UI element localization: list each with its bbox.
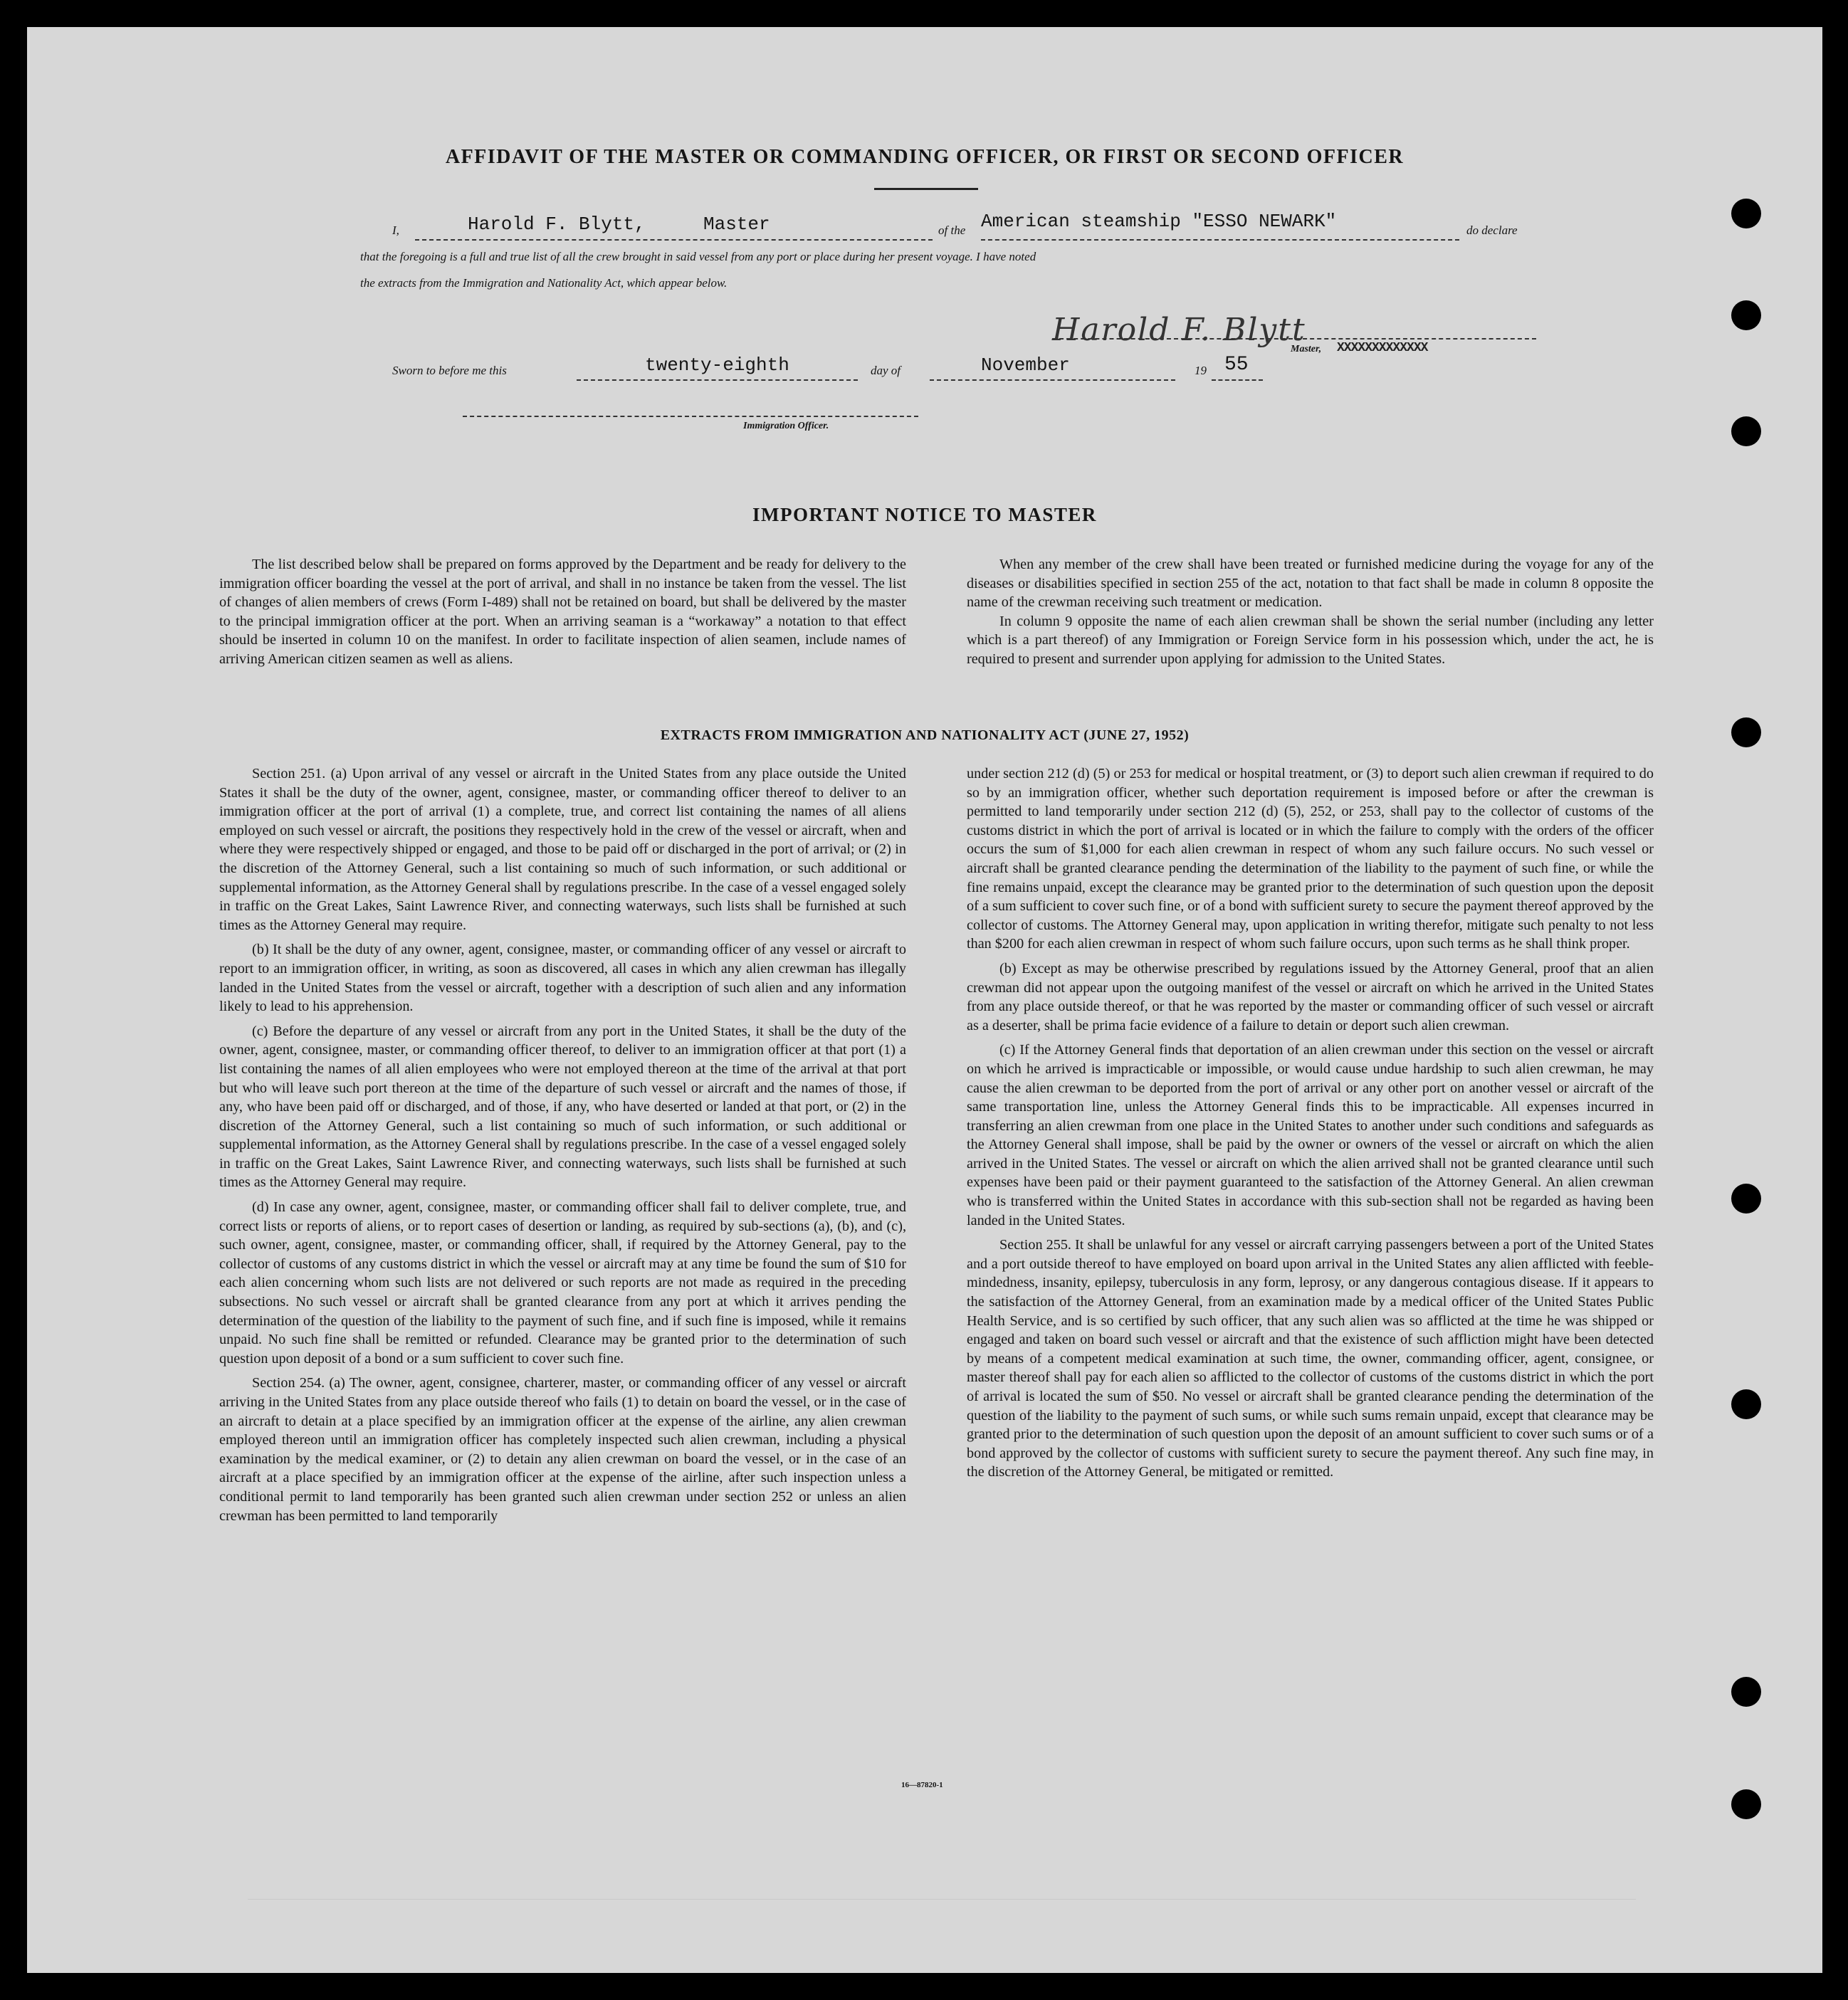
- year-suffix: 55: [1224, 354, 1249, 376]
- notice-right-paragraph-1: When any member of the crew shall have been treated or furnished medicine during the voyage for any of the diseases or disabilities specified in section 255 of the act, notation to that fact shall be made in column 8 opposite the name of the crewman receiving such treatment or medication.: [967, 557, 1654, 611]
- section-254-a-continued: under section 212 (d) (5) or 253 for medical or hospital treatment, or (3) to deport such alien crewman if required to do so by an immigration officer, whether such deportation requirement is imposed before or after the crewman is permitted to land temporarily under section 212 (d) (5), 252, or 253, shall pay to the collector of customs of the customs district in which the port of arrival is located or in which the failure to comply with the orders of the officer occurs the sum of $1,000 for each alien crewman in respect of whom any such failure occurs. No such vessel or aircraft shall be granted clearance pending the determination of the liability to the payment of such fine, or while the fine remains unpaid, except the clearance may be granted prior to the determination of such question upon the deposit of a sum sufficient to cover such fine, or of a bond with sufficient surety to secure the payment thereof approved by the collector of customs. The Attorney General may, upon application in writing therefor, mitigate such penalty to not less than $200 for each alien crewman in respect of whom such failure occurs, upon such terms as he shall think proper.: [967, 766, 1654, 952]
- section-255: Section 255. It shall be unlawful for any vessel or aircraft carrying passengers between a port of the United States and a port outside thereof to have employed on board upon arrival in the United States any alien afflicted with feeble-mindedness, insanity, epilepsy, tuberculosis in any form, leprosy, or any dangerous contagious disease. If it appears to the satisfaction of the Attorney General, from an examination made by a medical officer of the United States Public Health Service, and is so certified by such officer, that any such alien was so afflicted at the time he was shipped or engaged and taken on board such vessel or aircraft and that the existence of such affliction might have been detected by means of a competent medical examination at such time, the owner, commanding officer, agent, consignee, or master thereof shall pay for each alien so afflicted to the collector of customs of the customs district in which the port of arrival is located the sum of $50. No vessel or aircraft shall be granted clearance pending the determination of the question of the liability to the payment of such sums, or while such sums remain unpaid, except that clearance may be granted prior to the determination of such question upon the deposit of an amount sufficient to cover such sums or of a bond approved by the collector of customs with sufficient surety to secure the payment thereof. Any such fine may, in the discretion of the Attorney General, be mitigated or remitted.: [967, 1237, 1654, 1480]
- sworn-month: November: [981, 354, 1070, 376]
- statement-line-2: the extracts from the Immigration and Nationality Act, which appear below.: [360, 276, 728, 290]
- sworn-day-blank: [577, 379, 858, 381]
- master-signature: Harold F. Blytt: [1052, 312, 1306, 348]
- bleed-through-line: [248, 1899, 1636, 1900]
- notice-left-column: [219, 555, 906, 669]
- punch-hole: [1731, 416, 1761, 446]
- signature-caption: Master,: [1291, 344, 1322, 354]
- struck-text: XXXXXXXXXXXXX: [1337, 341, 1428, 355]
- of-the-label: of the: [938, 223, 966, 237]
- punch-hole: [1731, 1389, 1761, 1419]
- officer-blank: [463, 416, 918, 417]
- sworn-day: twenty-eighth: [645, 354, 789, 376]
- punch-hole: [1731, 300, 1761, 330]
- statement-line-1: that the foregoing is a full and true list of all the crew brought in said vessel from any port or place during her present voyage. I have noted: [360, 250, 1036, 263]
- vessel-name: American steamship "ESSO NEWARK": [981, 211, 1337, 232]
- section-251-a: Section 251. (a) Upon arrival of any vessel or aircraft in the United States from any place outside the United States it shall be the duty of the owner, agent, consignee, master, or commanding officer thereof to deliver to an immigration officer at the port of arrival (1) a complete, true, and correct list containing the names of all aliens employed on such vessel or aircraft, the positions they respectively hold in the crew of the vessel or aircraft, when and where they were respectively shipped or engaged, and those to be paid off or discharged in the port of arrival; or (2) in the discretion of the Attorney General, such a list containing so much of such information, or such additional or supplemental information, as the Attorney General shall by regulations prescribe. In the case of a vessel engaged solely in traffic on the Great Lakes, Saint Lawrence River, and connecting waterways, such lists shall be furnished at such times as the Attorney General may require.: [219, 766, 906, 933]
- do-declare-label: do declare: [1466, 223, 1518, 237]
- master-name: Harold F. Blytt,: [468, 214, 646, 235]
- form-code: 16—87820-1: [901, 1781, 943, 1789]
- notice-title: IMPORTANT NOTICE TO MASTER: [752, 504, 1097, 525]
- section-251-c: (c) Before the departure of any vessel or aircraft from any port in the United States, it shall be the duty of the owner, agent, consignee, master, or commanding officer thereof, to deliver to an immigration officer at that port (1) a list containing the names of all alien employees who were not employed thereon at the time of the arrival at that port but who will leave such port thereon at the time of the departure of such vessel or aircraft and the names of those, if any, who have been paid off or discharged, and of those, if any, who have deserted or landed at that port, or (2) in the discretion of the Attorney General, such a list containing so much of such information, or such additional or supplemental information, as the Attorney General shall by regulations prescribe. In the case of a vessel engaged solely in traffic on the Great Lakes, Saint Lawrence River, and connecting waterways, such lists shall be furnished at such times as the Attorney General may require.: [219, 1023, 906, 1191]
- punch-hole: [1731, 1184, 1761, 1214]
- section-254-a: Section 254. (a) The owner, agent, consignee, charterer, master, or commanding officer of any vessel or aircraft arriving in the United States from any place outside thereof who fails (1) to detain on board the vessel, or in the case of an aircraft to detain at a place specified by an immigration officer at the expense of the airline, any alien crewman employed thereon until an immigration officer has completely inspected such alien crewman, including a physical examination by the medical examiner, or (2) to detain any alien crewman on board the vessel, or in the case of an aircraft at a place specified by an immigration officer at the expense of the airline, after such inspection unless a conditional permit to land temporarily has been granted such alien crewman under section 252 or unless an alien crewman has been permitted to land temporarily: [219, 1375, 906, 1524]
- officer-caption: Immigration Officer.: [743, 421, 829, 431]
- notice-right-paragraph-2: In column 9 opposite the name of each alien crewman shall be shown the serial number (including any letter which is a part thereof) of any Immigration or Foreign Service form in his possession which, under the act, he is required to present and surrender upon applying for admission to the United States.: [967, 613, 1654, 667]
- day-of-label: day of: [871, 364, 901, 377]
- document-page: [27, 27, 1822, 1973]
- title-underline: [874, 188, 978, 190]
- name-rank-blank: [415, 239, 933, 241]
- affidavit-title: AFFIDAVIT OF THE MASTER OR COMMANDING OFFICER, OR FIRST OR SECOND OFFICER: [445, 146, 1405, 168]
- signature-blank: [1052, 338, 1536, 340]
- punch-hole: [1731, 1789, 1761, 1819]
- section-254-c: (c) If the Attorney General finds that deportation of an alien crewman under this section on the vessel or aircraft on which he arrived is impracticable or impossible, or would cause undue hardship to such alien crewman, he may cause the alien crewman to be deported from the port of arrival or any other port on another vessel or aircraft of the same transportation line, unless the Attorney General finds this to be impracticable. All expenses incurred in transferring an alien crewman from one place in the United States to another under such conditions and safeguards as the Attorney General shall impose, shall be paid by the owner or owners of the vessel or aircraft on which the alien arrived in the United States. The vessel or aircraft on which the alien arrived shall not be granted clearance until such expenses have been paid or their payment guaranteed to the satisfaction of the Attorney General. An alien crewman who is transferred within the United States in accordance with this sub-section shall not be regarded as having been landed in the United States.: [967, 1042, 1654, 1228]
- section-254-b: (b) Except as may be otherwise prescribed by regulations issued by the Attorney General, proof that an alien crewman did not appear upon the outgoing manifest of the vessel or aircraft on which he arrived in the United States from any place outside thereof, or that he was reported by the master or commanding officer of such vessel or aircraft as a deserter, shall be prima facie evidence of a failure to detain or deport such alien crewman.: [967, 960, 1654, 1033]
- notice-right-column: [967, 555, 1654, 669]
- vessel-blank: [981, 239, 1459, 241]
- extracts-title: EXTRACTS FROM IMMIGRATION AND NATIONALITY ACT (JUNE 27, 1952): [660, 727, 1190, 743]
- punch-hole: [1731, 1677, 1761, 1707]
- master-rank: Master: [703, 214, 770, 235]
- extracts-right-column: [967, 764, 1654, 1488]
- section-251-b: (b) It shall be the duty of any owner, agent, consignee, master, or commanding officer of any vessel or aircraft to report to an immigration officer, in writing, as soon as discovered, all cases in which any alien crewman has illegally landed in the United States from the vessel or aircraft, together with a description of such alien and any information likely to lead to his apprehension.: [219, 942, 906, 1015]
- sworn-label: Sworn to before me this: [392, 364, 507, 377]
- i-label: I,: [392, 223, 399, 237]
- notice-left-paragraph: The list described below shall be prepared on forms approved by the Department and be ready for delivery to the immigration officer boarding the vessel at the port of arrival, and shall in no instance be taken from the vessel. The list of changes of alien members of crews (Form I-489) shall not be retained on board, but shall be delivered by the master to the principal immigration officer at the port. When an arriving seaman is a “workaway” a notation to that effect should be inserted in column 10 on the manifest. In order to facilitate inspection of alien seamen, include names of arriving American citizen seamen as well as aliens.: [219, 557, 906, 667]
- extracts-left-column: [219, 764, 906, 1531]
- sworn-month-blank: [930, 379, 1175, 381]
- year-prefix: 19: [1195, 364, 1207, 377]
- section-251-d: (d) In case any owner, agent, consignee, master, or commanding officer shall fail to deliver complete, true, and correct lists or reports of aliens, or to report cases of desertion or landing, as required by sub-sections (a), (b), and (c), such owner, agent, consignee, master, or commanding officer, shall, if required by the Attorney General, pay to the collector of customs of any customs district in which the vessel or aircraft may at any time be found the sum of $10 for each alien concerning whom such lists are not delivered or such reports are not made as required in the preceding subsections. No such vessel or aircraft shall be granted clearance from any port at which it arrives pending the determination of the question of the liability to the payment of such fine, and if such fine is imposed, while it remains unpaid. No such fine shall be remitted or refunded. Clearance may be granted prior to the determination of such question upon deposit of a bond or a sum sufficient to cover such fine.: [219, 1199, 906, 1367]
- year-blank: [1212, 379, 1263, 381]
- punch-hole: [1731, 199, 1761, 228]
